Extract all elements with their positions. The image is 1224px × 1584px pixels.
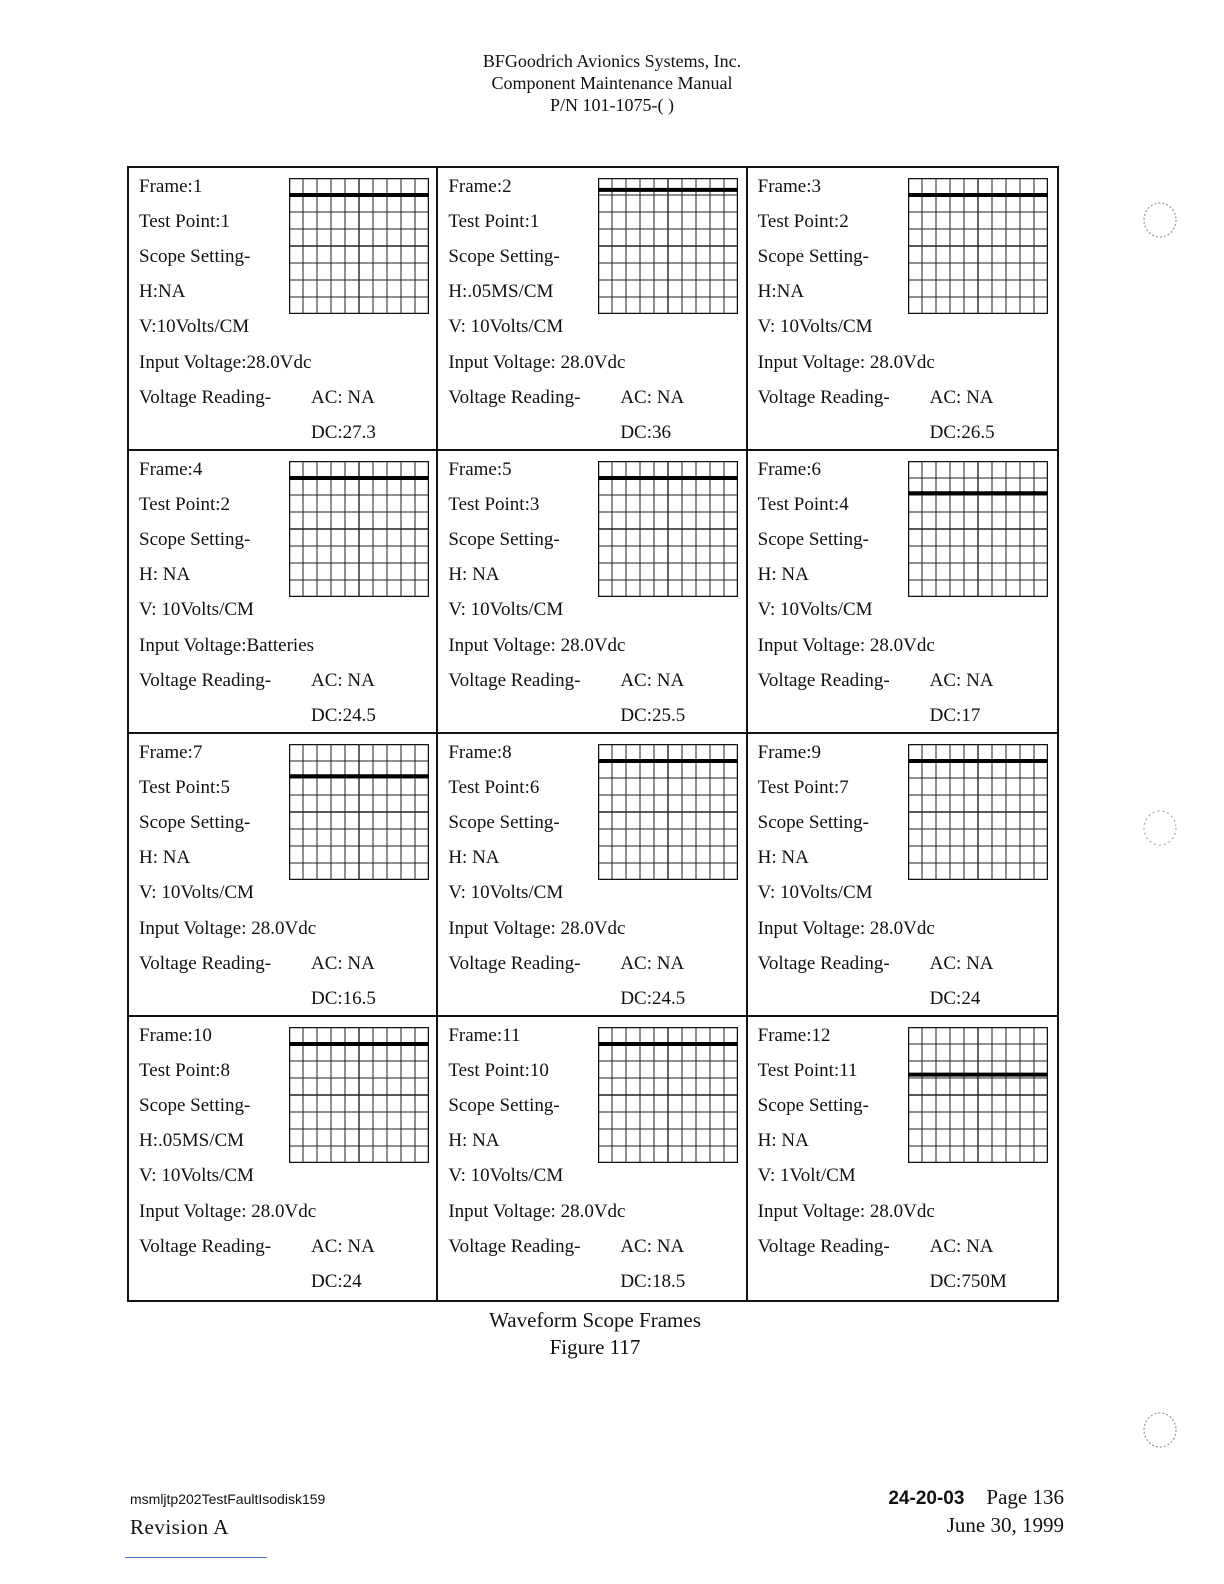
dc-reading: DC:24 [311, 1271, 362, 1292]
oscilloscope-graticule [908, 178, 1048, 314]
scope-setting-label: Scope Setting- [757, 529, 870, 550]
horizontal-setting: H: NA [448, 1130, 500, 1151]
company-name: BFGoodrich Avionics Systems, Inc. [482, 51, 742, 71]
page-header [0, 50, 1224, 116]
oscilloscope-graticule [289, 1027, 429, 1163]
dc-reading: DC:24.5 [620, 988, 686, 1009]
test-point: Test Point:1 [139, 211, 231, 232]
frame-label: Frame:10 [139, 1025, 212, 1046]
revision: Revision A [130, 1515, 229, 1539]
voltage-reading-label: Voltage Reading- [757, 1236, 890, 1257]
oscilloscope-graticule [598, 461, 738, 597]
input-voltage: Input Voltage: 28.0Vdc [448, 1201, 626, 1222]
frame-label: Frame:8 [448, 742, 512, 763]
scope-setting-label: Scope Setting- [757, 812, 870, 833]
vertical-setting: V: 1Volt/CM [757, 1165, 856, 1186]
frame-label: Frame:7 [139, 742, 203, 763]
footer-rule [125, 1557, 267, 1558]
ac-reading: AC: NA [620, 953, 685, 974]
oscilloscope-graticule [289, 178, 429, 314]
scope-frame [438, 1017, 747, 1300]
frame-label: Frame:11 [448, 1025, 521, 1046]
horizontal-setting: H: NA [139, 564, 191, 585]
input-voltage: Input Voltage: 28.0Vdc [757, 635, 935, 656]
figure-caption [0, 1307, 1190, 1361]
horizontal-setting: H: NA [139, 847, 191, 868]
scope-frame [438, 451, 747, 734]
part-number: P/N 101-1075-( ) [550, 95, 674, 115]
frame-label: Frame:4 [139, 459, 203, 480]
test-point: Test Point:2 [757, 211, 849, 232]
vertical-setting: V:10Volts/CM [139, 316, 250, 337]
scope-setting-label: Scope Setting- [448, 1095, 560, 1116]
horizontal-setting: H: NA [448, 847, 500, 868]
dc-reading: DC:16.5 [311, 988, 376, 1009]
scope-frame [748, 1017, 1057, 1300]
figure-number: Figure 117 [549, 1335, 641, 1359]
input-voltage: Input Voltage:Batteries [139, 635, 315, 656]
footer-left [130, 1490, 325, 1540]
input-voltage: Input Voltage:28.0Vdc [139, 352, 312, 373]
test-point: Test Point:7 [757, 777, 849, 798]
input-voltage: Input Voltage: 28.0Vdc [757, 918, 935, 939]
scope-frame [129, 168, 438, 451]
ac-reading: AC: NA [620, 387, 685, 408]
scope-setting-label: Scope Setting- [139, 1095, 251, 1116]
horizontal-setting: H:.05MS/CM [448, 281, 554, 302]
frame-label: Frame:12 [757, 1025, 831, 1046]
vertical-setting: V: 10Volts/CM [757, 882, 873, 903]
vertical-setting: V: 10Volts/CM [448, 882, 564, 903]
ac-reading: AC: NA [311, 1236, 375, 1257]
ac-reading: AC: NA [929, 670, 994, 691]
voltage-reading-label: Voltage Reading- [448, 953, 581, 974]
dc-reading: DC:24.5 [311, 705, 376, 726]
input-voltage: Input Voltage: 28.0Vdc [757, 352, 935, 373]
voltage-reading-label: Voltage Reading- [757, 387, 890, 408]
voltage-reading-label: Voltage Reading- [139, 670, 272, 691]
scope-setting-label: Scope Setting- [139, 529, 251, 550]
horizontal-setting: H: NA [757, 1130, 809, 1151]
horizontal-setting: H:.05MS/CM [139, 1130, 245, 1151]
dc-reading: DC:25.5 [620, 705, 686, 726]
scope-setting-label: Scope Setting- [139, 246, 251, 267]
voltage-reading-label: Voltage Reading- [448, 670, 581, 691]
vertical-setting: V: 10Volts/CM [139, 599, 254, 620]
scope-frame [748, 168, 1057, 451]
frame-label: Frame:6 [757, 459, 821, 480]
dc-reading: DC:26.5 [929, 422, 995, 443]
vertical-setting: V: 10Volts/CM [757, 316, 873, 337]
frame-label: Frame:2 [448, 176, 512, 197]
frame-label: Frame:1 [139, 176, 203, 197]
input-voltage: Input Voltage: 28.0Vdc [448, 352, 626, 373]
ata-code: 24-20-03 [888, 1488, 965, 1509]
voltage-reading-label: Voltage Reading- [448, 1236, 581, 1257]
oscilloscope-graticule [908, 1027, 1048, 1163]
horizontal-setting: H: NA [757, 564, 809, 585]
scope-setting-label: Scope Setting- [757, 246, 870, 267]
page-date: June 30, 1999 [946, 1513, 1064, 1537]
scope-setting-label: Scope Setting- [448, 812, 560, 833]
ac-reading: AC: NA [311, 953, 375, 974]
ac-reading: AC: NA [929, 1236, 994, 1257]
test-point: Test Point:4 [757, 494, 849, 515]
oscilloscope-graticule [289, 744, 429, 880]
oscilloscope-graticule [598, 744, 738, 880]
voltage-reading-label: Voltage Reading- [757, 670, 890, 691]
test-point: Test Point:5 [139, 777, 231, 798]
input-voltage: Input Voltage: 28.0Vdc [139, 918, 317, 939]
oscilloscope-graticule [289, 461, 429, 597]
test-point: Test Point:8 [139, 1060, 231, 1081]
dc-reading: DC:36 [620, 422, 672, 443]
input-voltage: Input Voltage: 28.0Vdc [757, 1201, 935, 1222]
document-id: msmljtp202TestFaultIsodisk159 [130, 1491, 326, 1507]
oscilloscope-graticule [908, 461, 1048, 597]
vertical-setting: V: 10Volts/CM [448, 316, 564, 337]
scope-frame [748, 451, 1057, 734]
binder-hole-icon [1138, 804, 1180, 850]
test-point: Test Point:11 [757, 1060, 858, 1081]
dc-reading: DC:24 [929, 988, 981, 1009]
voltage-reading-label: Voltage Reading- [139, 953, 272, 974]
scope-frame [438, 168, 747, 451]
test-point: Test Point:1 [448, 211, 540, 232]
input-voltage: Input Voltage: 28.0Vdc [448, 635, 626, 656]
horizontal-setting: H:NA [139, 281, 186, 302]
input-voltage: Input Voltage: 28.0Vdc [448, 918, 626, 939]
voltage-reading-label: Voltage Reading- [139, 1236, 272, 1257]
ac-reading: AC: NA [620, 670, 685, 691]
input-voltage: Input Voltage: 28.0Vdc [139, 1201, 317, 1222]
vertical-setting: V: 10Volts/CM [139, 882, 254, 903]
ac-reading: AC: NA [929, 953, 994, 974]
voltage-reading-label: Voltage Reading- [448, 387, 581, 408]
waveform-frames-grid [127, 166, 1059, 1302]
dc-reading: DC:18.5 [620, 1271, 686, 1292]
binder-hole-icon [1138, 1406, 1180, 1452]
voltage-reading-label: Voltage Reading- [757, 953, 890, 974]
frame-label: Frame:9 [757, 742, 821, 763]
binder-hole-icon [1138, 196, 1180, 242]
oscilloscope-graticule [598, 178, 738, 314]
scope-setting-label: Scope Setting- [139, 812, 251, 833]
horizontal-setting: H: NA [757, 847, 809, 868]
ac-reading: AC: NA [929, 387, 994, 408]
scope-frame [129, 734, 438, 1017]
horizontal-setting: H: NA [448, 564, 500, 585]
oscilloscope-graticule [908, 744, 1048, 880]
scope-frame [129, 451, 438, 734]
scope-frame [129, 1017, 438, 1300]
dc-reading: DC:27.3 [311, 422, 376, 443]
frame-label: Frame:3 [757, 176, 821, 197]
test-point: Test Point:2 [139, 494, 231, 515]
voltage-reading-label: Voltage Reading- [139, 387, 272, 408]
scope-setting-label: Scope Setting- [448, 246, 560, 267]
vertical-setting: V: 10Volts/CM [139, 1165, 254, 1186]
ac-reading: AC: NA [311, 670, 375, 691]
test-point: Test Point:3 [448, 494, 540, 515]
test-point: Test Point:10 [448, 1060, 549, 1081]
figure-title: Waveform Scope Frames [489, 1308, 701, 1332]
scope-frame [438, 734, 747, 1017]
vertical-setting: V: 10Volts/CM [448, 599, 564, 620]
vertical-setting: V: 10Volts/CM [757, 599, 873, 620]
dc-reading: DC:750M [929, 1271, 1007, 1292]
manual-title: Component Maintenance Manual [491, 73, 733, 93]
scope-frame [748, 734, 1057, 1017]
ac-reading: AC: NA [620, 1236, 685, 1257]
vertical-setting: V: 10Volts/CM [448, 1165, 564, 1186]
oscilloscope-graticule [598, 1027, 738, 1163]
horizontal-setting: H:NA [757, 281, 805, 302]
footer-right [888, 1484, 1064, 1538]
test-point: Test Point:6 [448, 777, 540, 798]
scope-setting-label: Scope Setting- [448, 529, 560, 550]
page-number: Page 136 [986, 1485, 1064, 1509]
ac-reading: AC: NA [311, 387, 375, 408]
scope-setting-label: Scope Setting- [757, 1095, 870, 1116]
dc-reading: DC:17 [929, 705, 981, 726]
frame-label: Frame:5 [448, 459, 512, 480]
